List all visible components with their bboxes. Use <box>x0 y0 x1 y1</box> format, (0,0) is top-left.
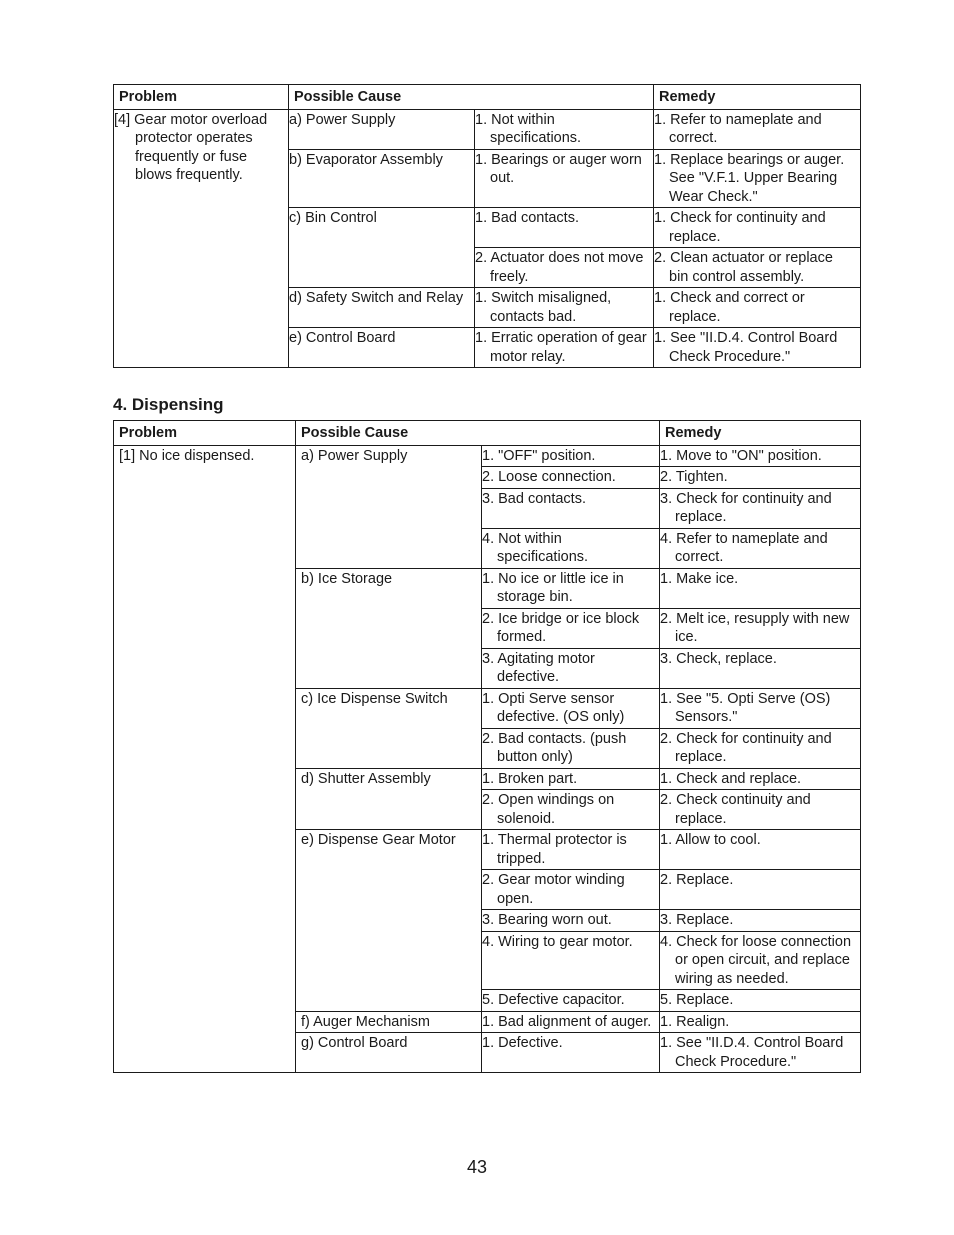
detail-cell: 5. Defective capacitor. <box>482 990 660 1012</box>
detail-cell: 1. Bearings or auger worn out. <box>475 149 654 208</box>
detail-cell: 1. Not within specifications. <box>475 109 654 149</box>
detail-cell: 1. Opti Serve sensor defective. (OS only) <box>482 688 660 728</box>
cause-cell: d) Safety Switch and Relay <box>289 288 475 328</box>
detail-cell: 1. Switch misaligned, contacts bad. <box>475 288 654 328</box>
table-header-row <box>114 85 861 110</box>
detail-cell: 1. Defective. <box>482 1033 660 1073</box>
remedy-cell: 2. Replace. <box>660 870 861 910</box>
table-row <box>114 445 861 467</box>
remedy-cell: 2. Check for continuity and replace. <box>660 728 861 768</box>
remedy-cell: 1. Move to "ON" position. <box>660 445 861 467</box>
remedy-cell: 1. Check for continuity and replace. <box>654 208 861 248</box>
detail-cell: 3. Agitating motor defective. <box>482 648 660 688</box>
remedy-cell: 1. Check and correct or replace. <box>654 288 861 328</box>
detail-cell: 3. Bad contacts. <box>482 488 660 528</box>
remedy-cell: 5. Replace. <box>660 990 861 1012</box>
detail-cell: 1. Erratic operation of gear motor relay. <box>475 328 654 368</box>
detail-cell: 1. Bad contacts. <box>475 208 654 248</box>
troubleshooting-table-gear-motor <box>113 84 861 368</box>
remedy-cell: 2. Melt ice, resupply with new ice. <box>660 608 861 648</box>
detail-cell: 1. "OFF" position. <box>482 445 660 467</box>
dispensing-table-body <box>114 445 861 1073</box>
header-possible-cause: Possible Cause <box>289 85 654 110</box>
detail-cell: 4. Not within specifications. <box>482 528 660 568</box>
detail-cell: 2. Open windings on solenoid. <box>482 790 660 830</box>
remedy-cell: 2. Check continuity and replace. <box>660 790 861 830</box>
remedy-cell: 1. Replace bearings or auger. See "V.F.1. Upper Bearing Wear Check." <box>654 149 861 208</box>
cause-cell: d) Shutter Assembly <box>296 768 482 830</box>
cause-cell: e) Control Board <box>289 328 475 368</box>
cause-cell: a) Power Supply <box>289 109 475 149</box>
cause-cell: g) Control Board <box>296 1033 482 1073</box>
remedy-cell: 1. Realign. <box>660 1011 861 1033</box>
remedy-cell: 1. See "II.D.4. Control Board Check Procedure." <box>660 1033 861 1073</box>
cause-cell: f) Auger Mechanism <box>296 1011 482 1033</box>
detail-cell: 2. Gear motor winding open. <box>482 870 660 910</box>
remedy-cell: 2. Clean actuator or replace bin control assembly. <box>654 248 861 288</box>
cause-cell: b) Evaporator Assembly <box>289 149 475 208</box>
section-title: 4. Dispensing <box>113 395 224 414</box>
remedy-cell: 1. See "5. Opti Serve (OS) Sensors." <box>660 688 861 728</box>
header-remedy: Remedy <box>660 421 861 446</box>
header-possible-cause: Possible Cause <box>296 421 660 446</box>
table-row <box>114 109 861 149</box>
problem-cell: [4] Gear motor overload protector operates frequently or fuse blows frequently. <box>114 109 289 368</box>
remedy-cell: 1. Refer to nameplate and correct. <box>654 109 861 149</box>
problem-cell: [1] No ice dispensed. <box>114 445 296 1073</box>
header-problem: Problem <box>114 421 296 446</box>
remedy-cell: 1. Make ice. <box>660 568 861 608</box>
cause-cell: b) Ice Storage <box>296 568 482 688</box>
header-problem: Problem <box>114 85 289 110</box>
table-header-row <box>114 421 861 446</box>
remedy-cell: 3. Check for continuity and replace. <box>660 488 861 528</box>
detail-cell: 2. Ice bridge or ice block formed. <box>482 608 660 648</box>
remedy-cell: 1. See "II.D.4. Control Board Check Procedure." <box>654 328 861 368</box>
remedy-cell: 2. Tighten. <box>660 467 861 489</box>
header-remedy: Remedy <box>654 85 861 110</box>
remedy-cell: 1. Allow to cool. <box>660 830 861 870</box>
cause-cell: e) Dispense Gear Motor <box>296 830 482 1012</box>
remedy-cell: 4. Check for loose connection or open circuit, and replace wiring as needed. <box>660 931 861 990</box>
remedy-cell: 4. Refer to nameplate and correct. <box>660 528 861 568</box>
detail-cell: 4. Wiring to gear motor. <box>482 931 660 990</box>
detail-cell: 1. Bad alignment of auger. <box>482 1011 660 1033</box>
remedy-cell: 3. Check, replace. <box>660 648 861 688</box>
detail-cell: 2. Actuator does not move freely. <box>475 248 654 288</box>
detail-cell: 3. Bearing worn out. <box>482 910 660 932</box>
detail-cell: 2. Loose connection. <box>482 467 660 489</box>
detail-cell: 1. Thermal protector is tripped. <box>482 830 660 870</box>
cause-cell: a) Power Supply <box>296 445 482 568</box>
troubleshooting-table-dispensing <box>113 420 861 1073</box>
cause-cell: c) Bin Control <box>289 208 475 288</box>
page-number: 43 <box>466 1157 488 1177</box>
remedy-cell: 3. Replace. <box>660 910 861 932</box>
remedy-cell: 1. Check and replace. <box>660 768 861 790</box>
cause-cell: c) Ice Dispense Switch <box>296 688 482 768</box>
detail-cell: 1. No ice or little ice in storage bin. <box>482 568 660 608</box>
detail-cell: 2. Bad contacts. (push button only) <box>482 728 660 768</box>
detail-cell: 1. Broken part. <box>482 768 660 790</box>
